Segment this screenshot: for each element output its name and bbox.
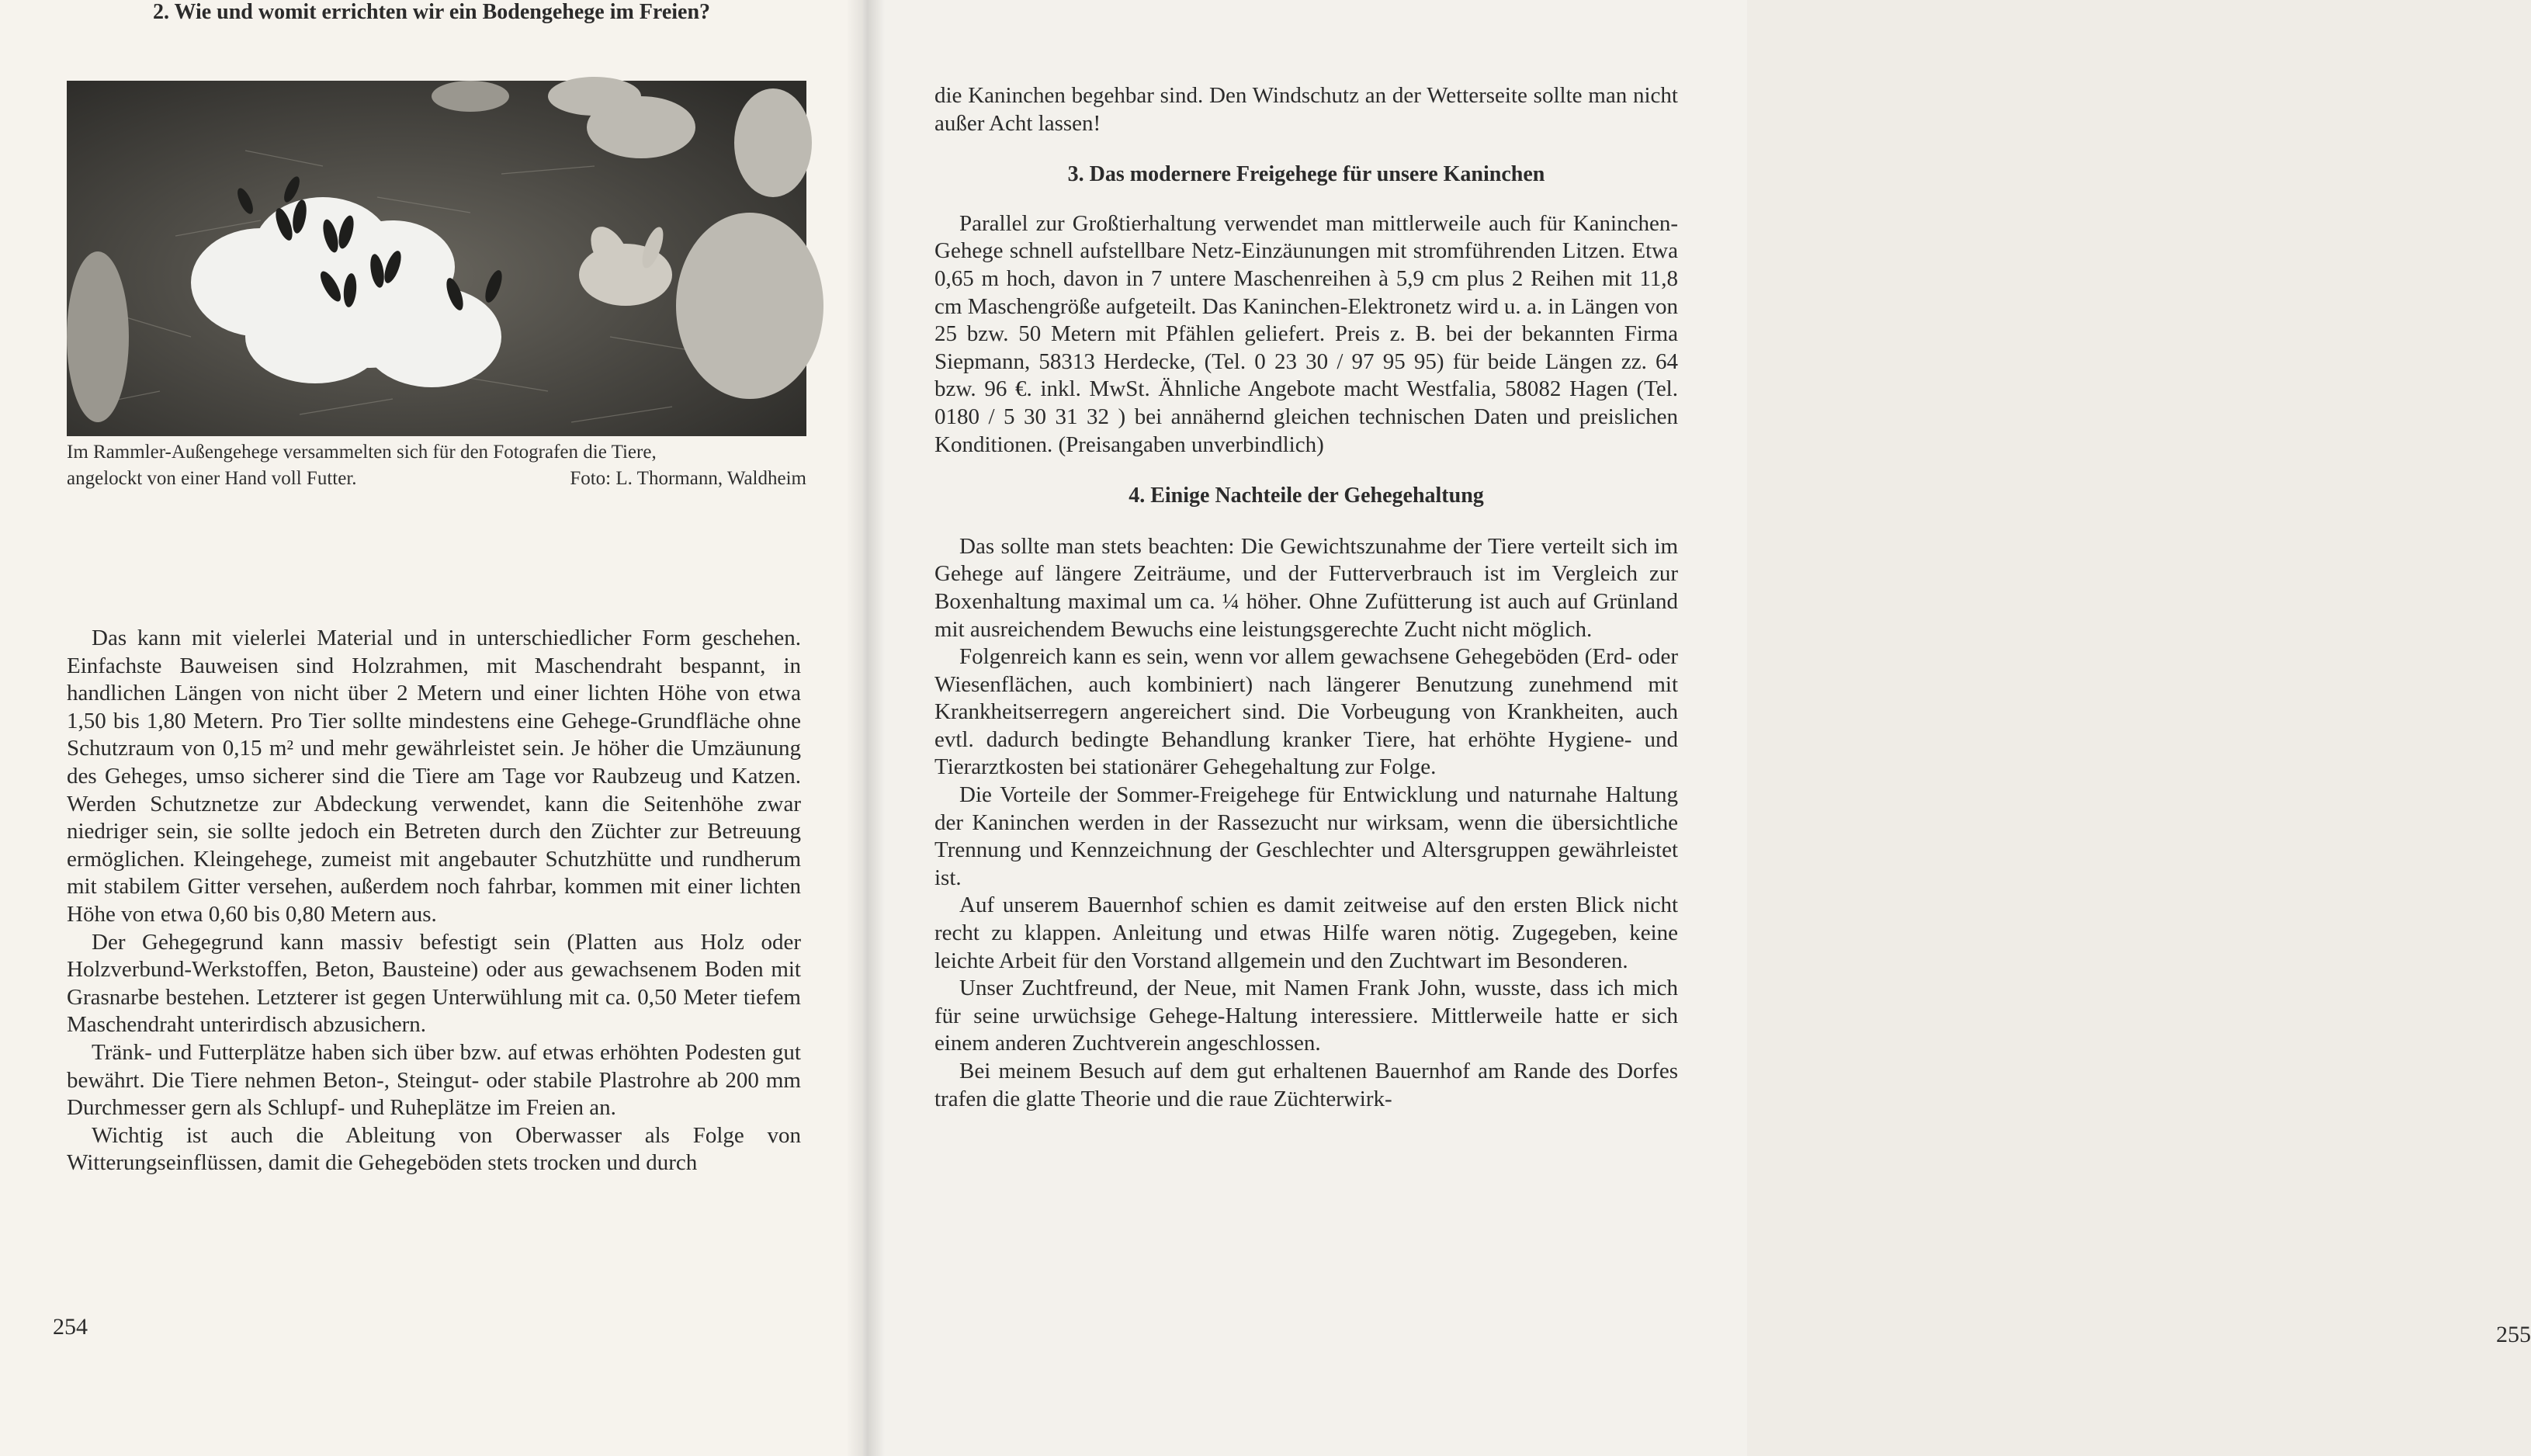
- paragraph: Das sollte man stets beachten: Die Gewichtszunahme der Tiere verteilt sich im Gehege auf längere Zeiträume, und der Futterverbrauch ist im Vergleich zur Boxenhaltung maximal um ca. ¼ höher. Ohne Zufütterung ist auch auf Grünland mit ausreichendem Bewuchs eine leistungsgerechte Zucht nicht möglich.: [934, 533, 1678, 642]
- paragraph: Bei meinem Besuch auf dem gut erhaltenen Bauernhof am Rande des Dorfes trafen die glatte Theorie und die raue Züchterwirk-: [934, 1059, 1678, 1111]
- paragraph: Unser Zuchtfreund, der Neue, mit Namen Frank John, wusste, dass ich mich für seine urwüchsige Gehege-Haltung interessiere. Mittlerweile hatte er sich einem anderen Zuchtverein angeschlossen.: [934, 976, 1678, 1056]
- page-number-left: 254: [53, 1314, 88, 1340]
- paragraph: Tränk- und Futterplätze haben sich über bzw. auf etwas erhöhten Podesten gut bewährt. Die Tiere nehmen Beton-, Steingut- oder stabile Plastrohre ab 200 mm Durchmesser gern als Schlupf- und Ruheplätze im Freien an.: [67, 1039, 801, 1121]
- rabbits-photo-image: [67, 81, 806, 436]
- section-heading-4: 4. Einige Nachteile der Gehegehaltung: [1129, 484, 1484, 508]
- page-number-right: 255: [2496, 1322, 2531, 1347]
- paragraph: Der Gehegegrund kann massiv befestigt sein (Platten aus Holz oder Holzverbund-Werkstoffen, Beton, Bausteine) oder aus gewachsenem Boden mit Grasnarbe bestehen. Letzterer ist gegen Unterwühlung mit ca. 0,50 Meter tiefem Maschendraht unterirdisch abzusichern.: [67, 929, 801, 1038]
- paragraph: Parallel zur Großtierhaltung verwendet man mittlerweile auch für Kaninchen-Gehege schnell aufstellbare Netz-Einzäunungen mit stromführenden Litzen. Etwa 0,65 m hoch, davon in 7 untere Maschenreihen à 5,9 cm plus 2 Reihen mit 11,8 cm Maschengröße aufgeteilt. Das Kaninchen-Elektronetz wird u. a. in Längen von 25 bzw. 50 Metern mit Pfählen geliefert. Preis z. B. bei der bekannten Firma Siepmann, 58313 Herdecke, (Tel. 0 23 30 / 97 95 95) für beide Längen zz. 64 bzw. 96 €. inkl. MwSt. Ähnliche Angebote macht Westfalia, 58082 Hagen (Tel. 0180 / 5 30 31 32 ) bei annähernd gleichen technischen Daten und preislichen Konditionen. (Preisangaben unverbindlich): [934, 210, 1678, 457]
- photo-credit: Foto: L. Thormann, Waldheim: [570, 468, 806, 489]
- left-body-text: [67, 625, 801, 1177]
- paragraph: Folgenreich kann es sein, wenn vor allem gewachsene Gehegeböden (Erd- oder Wiesenflächen, auch kombiniert) nach längerer Benutzung zunehmend mit Krankheitserregern angereichert sind. Die Vorbeugung von Krankheiten, auch evtl. dadurch bedingte Behandlung kranker Tiere, hat erhöhte Hygiene- und Tierarztkosten bei stationärer Gehegehaltung zur Folge.: [934, 644, 1678, 780]
- paragraph: Die Vorteile der Sommer-Freigehege für Entwicklung und naturnahe Haltung der Kaninchen werden in der Rassezucht nur wirksam, wenn die übersichtliche Trennung und Kennzeichnung der Geschlechter und Altersgruppen gewährleistet ist.: [934, 782, 1678, 890]
- paragraph: Auf unserem Bauernhof schien es damit zeitweise auf den ersten Blick nicht recht zu klappen. Anleitung und etwas Hilfe waren nötig. Zugegeben, keine leichte Arbeit für den Vorstand allgemein und den Zuchtwart im Besonderen.: [934, 893, 1678, 973]
- left-page: [0, 0, 863, 1456]
- paragraph: Das kann mit vielerlei Material und in unterschiedlicher Form geschehen. Einfachste Bauweisen sind Holzrahmen, mit Maschendraht bespannt, in handlichen Längen von nicht über 2 Metern und einer lichten Höhe von etwa 1,50 bis 1,80 Metern. Pro Tier sollte mindestens eine Gehege-Grundfläche ohne Schutzraum von 0,15 m² und mehr gewährleistet sein. Je höher die Umzäunung des Geheges, umso sicherer sind die Tiere am Tage vor Raubzeug und Katzen. Werden Schutznetze zur Abdeckung verwendet, kann die Seitenhöhe zwar niedriger sein, sie sollte jedoch ein Betreten durch den Züchter zur Betreuung ermöglichen. Kleingehege, zumeist mit angebauter Schutzhütte und rundherum mit stabilem Gitter versehen, außerdem noch fahrbar, kommen mit einer lichten Höhe von etwa 0,60 bis 0,80 Metern aus.: [67, 626, 801, 927]
- caption-line-1: Im Rammler-Außengehege versammelten sich für den Fotografen die Tiere,: [67, 442, 657, 463]
- continuation-paragraph: die Kaninchen begehbar sind. Den Windschutz an der Wetterseite sollte man nicht außer Acht lassen!: [934, 83, 1678, 136]
- book-gutter: [846, 0, 885, 1456]
- caption-text: angelockt von einer Hand voll Futter.: [67, 468, 357, 489]
- caption-line-2: [67, 466, 806, 492]
- section-heading-2: 2. Wie und womit errichten wir ein Bodengehege im Freien?: [152, 0, 711, 24]
- section-heading-3: 3. Das modernere Freigehege für unsere Kaninchen: [1067, 162, 1545, 187]
- rabbits-photo: [67, 81, 806, 436]
- photo-caption: [67, 439, 806, 492]
- paragraph: Wichtig ist auch die Ableitung von Oberwasser als Folge von Witterungseinflüssen, damit die Gehegeböden stets trocken und durch: [67, 1122, 801, 1176]
- right-body-text: [934, 82, 1678, 1113]
